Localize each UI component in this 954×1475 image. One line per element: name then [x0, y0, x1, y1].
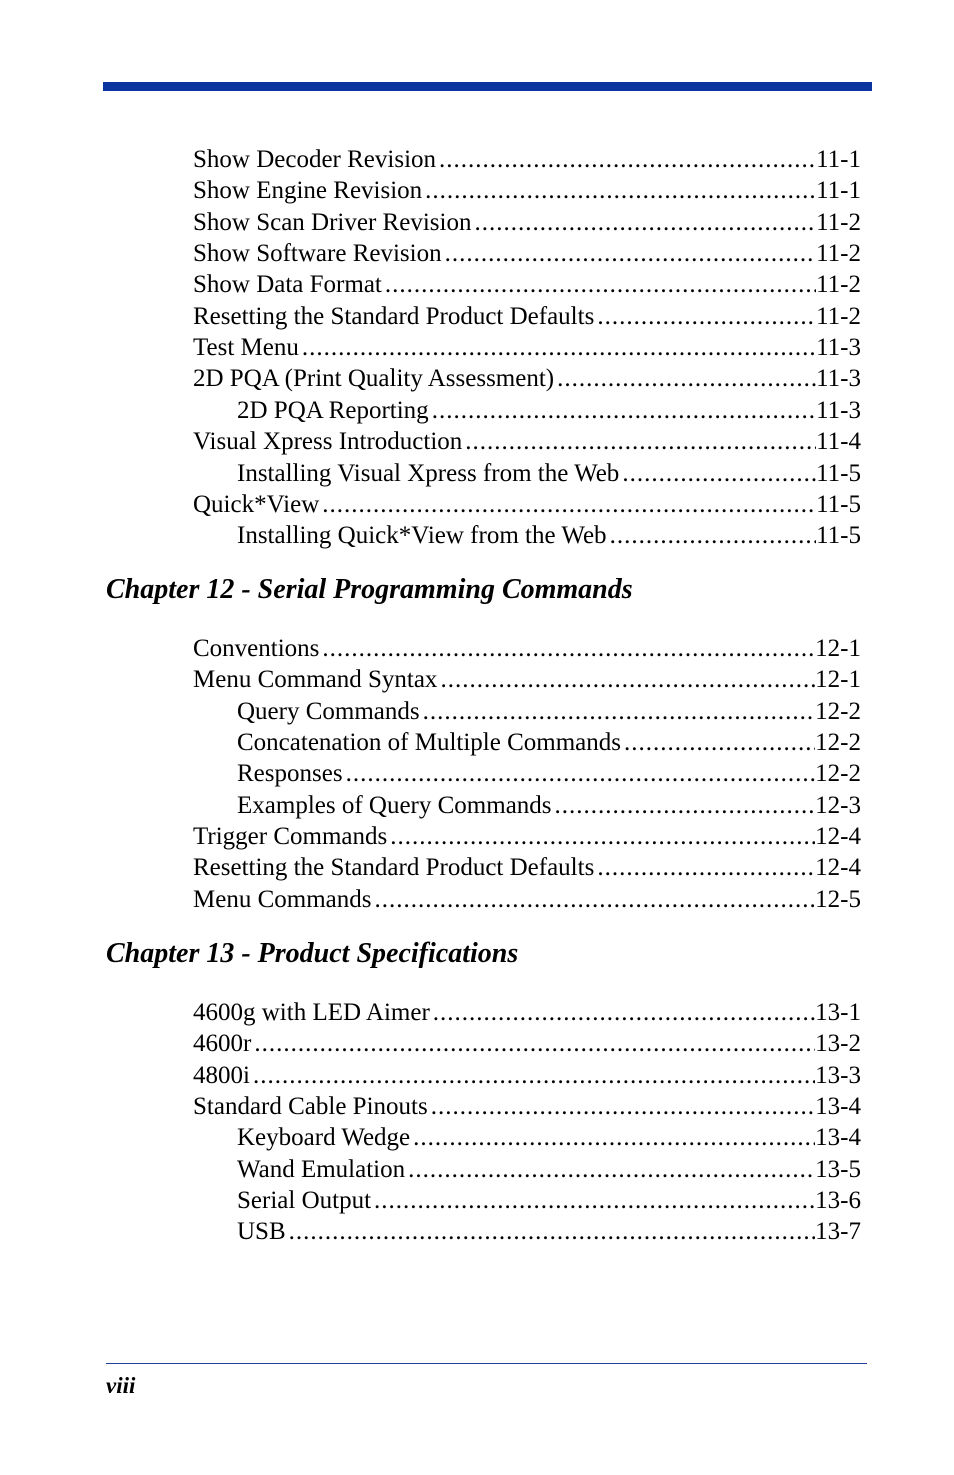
toc-entry[interactable]: [193, 1091, 861, 1122]
toc-entry-page: 12-2: [815, 729, 861, 756]
toc-entry-title: 4800i: [193, 1062, 250, 1089]
chapter-heading: Chapter 12 - Serial Programming Commands: [106, 574, 633, 605]
toc-entry-title: Serial Output: [237, 1187, 372, 1214]
dot-leader: [343, 758, 816, 789]
toc-entry-page: 13-4: [815, 1093, 861, 1120]
toc-entry-title: Installing Quick*View from the Web: [237, 522, 607, 549]
toc-entry-title: Resetting the Standard Product Defaults: [193, 303, 595, 330]
dot-leader: [387, 821, 815, 852]
toc-entry-title: Examples of Query Commands: [237, 792, 552, 819]
toc-entry-title: Standard Cable Pinouts: [193, 1093, 428, 1120]
toc-entry[interactable]: [237, 1154, 861, 1185]
toc-entry-page: 11-2: [816, 240, 861, 267]
footer-rule: [106, 1363, 867, 1364]
toc-entry[interactable]: [193, 301, 861, 332]
toc-entry-page: 11-3: [816, 397, 861, 424]
toc-entry[interactable]: [193, 821, 861, 852]
toc-entry[interactable]: [237, 458, 861, 489]
toc-entry-page: 12-3: [815, 792, 861, 819]
toc-entry[interactable]: [237, 1122, 861, 1153]
toc-entry-page: 11-1: [816, 146, 861, 173]
toc-entry-page: 11-2: [816, 271, 861, 298]
dot-leader: [552, 790, 816, 821]
toc-entry-title: Visual Xpress Introduction: [193, 428, 463, 455]
toc-entry[interactable]: [193, 144, 861, 175]
toc-entry-page: 13-4: [815, 1124, 861, 1151]
dot-leader: [319, 633, 815, 664]
toc-entry-title: Trigger Commands: [193, 823, 388, 850]
toc-entry-page: 13-7: [815, 1218, 861, 1245]
toc-entry-page: 11-5: [816, 460, 861, 487]
toc-entry[interactable]: [237, 696, 861, 727]
dot-leader: [250, 1060, 815, 1091]
dot-leader: [286, 1216, 816, 1247]
page-number: viii: [106, 1373, 136, 1398]
toc-entry-page: 11-3: [816, 334, 861, 361]
dot-leader: [422, 175, 816, 206]
toc-entry-title: Responses: [237, 760, 343, 787]
toc-entry[interactable]: [237, 395, 861, 426]
dot-leader: [371, 1185, 815, 1216]
dot-leader: [437, 664, 815, 695]
toc-entry-page: 12-2: [815, 698, 861, 725]
toc-entry[interactable]: [193, 426, 861, 457]
dot-leader: [442, 238, 816, 269]
toc-entry-page: 11-5: [816, 491, 861, 518]
toc-entry[interactable]: [193, 633, 861, 664]
toc-entry-page: 12-1: [815, 635, 861, 662]
toc-entry[interactable]: [237, 1185, 861, 1216]
toc-entry-title: Wand Emulation: [237, 1156, 406, 1183]
dot-leader: [471, 207, 816, 238]
toc-entry-title: Keyboard Wedge: [237, 1124, 411, 1151]
toc-entry[interactable]: [193, 269, 861, 300]
dot-leader: [554, 363, 816, 394]
toc-entry-title: Show Data Format: [193, 271, 382, 298]
toc-entry-title: Query Commands: [237, 698, 420, 725]
toc-entry-page: 11-3: [816, 365, 861, 392]
toc-entry[interactable]: [193, 664, 861, 695]
toc-entry[interactable]: [193, 207, 861, 238]
toc-entry-page: 12-2: [815, 760, 861, 787]
toc-entry-title: 4600g with LED Aimer: [193, 999, 430, 1026]
toc-entry-title: 2D PQA (Print Quality Assessment): [193, 365, 555, 392]
toc-entry-page: 11-5: [816, 522, 861, 549]
dot-leader: [430, 997, 815, 1028]
toc-entry-title: Show Decoder Revision: [193, 146, 437, 173]
dot-leader: [619, 458, 816, 489]
dot-leader: [462, 426, 816, 457]
toc-entry-page: 12-5: [815, 886, 861, 913]
dot-leader: [299, 332, 816, 363]
toc-entry-title: Installing Visual Xpress from the Web: [237, 460, 620, 487]
toc-entry[interactable]: [193, 489, 861, 520]
toc-entry-page: 13-1: [815, 999, 861, 1026]
toc-entry[interactable]: [193, 175, 861, 206]
toc-entry-title: Show Scan Driver Revision: [193, 209, 472, 236]
toc-entry-title: Menu Command Syntax: [193, 666, 438, 693]
toc-entry-title: Conventions: [193, 635, 320, 662]
toc-entry-page: 12-1: [815, 666, 861, 693]
toc-entry-title: 4600r: [193, 1030, 252, 1057]
dot-leader: [607, 520, 817, 551]
toc-entry-page: 13-2: [815, 1030, 861, 1057]
toc-entry-title: Menu Commands: [193, 886, 372, 913]
toc-entry-title: Resetting the Standard Product Defaults: [193, 854, 595, 881]
toc-entry-page: 13-3: [815, 1062, 861, 1089]
toc-entry[interactable]: [237, 1216, 861, 1247]
toc-entry-title: Test Menu: [193, 334, 299, 361]
toc-entry[interactable]: [193, 1028, 861, 1059]
toc-entry[interactable]: [237, 727, 861, 758]
toc-entry-title: 2D PQA Reporting: [237, 397, 429, 424]
toc-entry-page: 11-4: [816, 428, 861, 455]
dot-leader: [429, 395, 816, 426]
chapter-heading: Chapter 13 - Product Specifications: [106, 938, 519, 969]
dot-leader: [319, 489, 816, 520]
dot-leader: [428, 1091, 815, 1122]
dot-leader: [420, 696, 816, 727]
toc-entry[interactable]: [193, 363, 861, 394]
toc-entry[interactable]: [237, 790, 861, 821]
toc-entry-title: Show Engine Revision: [193, 177, 423, 204]
toc-entry[interactable]: [237, 758, 861, 789]
dot-leader: [251, 1028, 815, 1059]
toc-entry-page: 11-1: [816, 177, 861, 204]
dot-leader: [382, 269, 816, 300]
toc-entry-title: USB: [237, 1218, 286, 1245]
toc-entry[interactable]: [193, 238, 861, 269]
dot-leader: [621, 727, 815, 758]
dot-leader: [405, 1154, 815, 1185]
toc-entry-title: Show Software Revision: [193, 240, 442, 267]
toc-entry[interactable]: [193, 1060, 861, 1091]
toc-entry[interactable]: [193, 884, 861, 915]
dot-leader: [371, 884, 815, 915]
dot-leader: [594, 852, 815, 883]
toc-entry-page: 12-4: [815, 823, 861, 850]
header-rule: [103, 82, 872, 91]
toc-entry-title: Concatenation of Multiple Commands: [237, 729, 621, 756]
toc-entry[interactable]: [193, 332, 861, 363]
toc-entry[interactable]: [237, 520, 861, 551]
toc-entry-page: 13-5: [815, 1156, 861, 1183]
toc-entry-title: Quick*View: [193, 491, 320, 518]
dot-leader: [436, 144, 816, 175]
toc-entry[interactable]: [193, 997, 861, 1028]
dot-leader: [594, 301, 816, 332]
toc-entry-page: 11-2: [816, 209, 861, 236]
toc-entry[interactable]: [193, 852, 861, 883]
toc-entry-page: 12-4: [815, 854, 861, 881]
toc-entry-page: 13-6: [815, 1187, 861, 1214]
toc-entry-page: 11-2: [816, 303, 861, 330]
dot-leader: [410, 1122, 815, 1153]
